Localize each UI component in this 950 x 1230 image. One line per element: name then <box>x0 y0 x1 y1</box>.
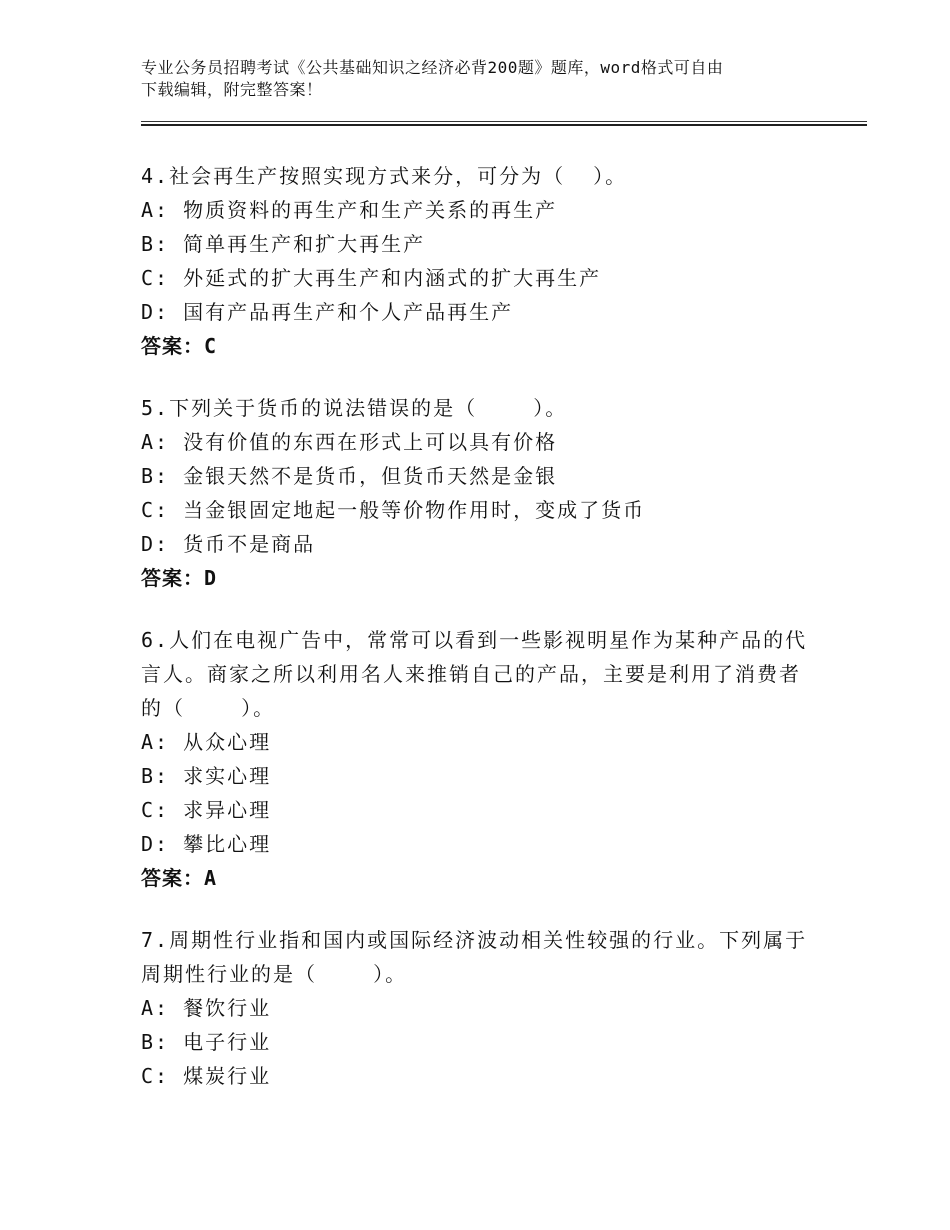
option-c: C: 外延式的扩大再生产和内涵式的扩大再生产 <box>141 266 602 290</box>
answer-label: 答案：D <box>141 566 218 590</box>
option-c: C: 煤炭行业 <box>141 1064 272 1088</box>
option-b: B: 简单再生产和扩大再生产 <box>141 232 426 256</box>
option-d: D: 货币不是商品 <box>141 532 316 556</box>
question-stem-continued: 的（ ）。 <box>141 696 276 720</box>
answer-label: 答案：A <box>141 866 218 890</box>
document-header <box>141 57 821 101</box>
question-stem-continued: 周期性行业的是（ ）。 <box>141 962 408 986</box>
question-4 <box>141 159 821 363</box>
header-divider-thin <box>141 121 867 122</box>
question-stem: 5.下列关于货币的说法错误的是（ ）。 <box>141 396 568 420</box>
option-a: A: 从众心理 <box>141 730 272 754</box>
option-d: D: 国有产品再生产和个人产品再生产 <box>141 300 514 324</box>
question-7 <box>141 923 821 1093</box>
option-c: C: 求异心理 <box>141 798 272 822</box>
option-b: B: 求实心理 <box>141 764 272 788</box>
header-line-1: 专业公务员招聘考试《公共基础知识之经济必背200题》题库，word格式可自由 <box>141 58 724 77</box>
header-line-2: 下载编辑，附完整答案！ <box>141 80 323 99</box>
header-divider-thick <box>141 124 867 126</box>
option-b: B: 金银天然不是货币，但货币天然是金银 <box>141 464 558 488</box>
option-b: B: 电子行业 <box>141 1030 272 1054</box>
question-stem: 7.周期性行业指和国内或国际经济波动相关性较强的行业。下列属于 <box>141 928 808 952</box>
option-a: A: 物质资料的再生产和生产关系的再生产 <box>141 198 558 222</box>
answer-label: 答案：C <box>141 334 218 358</box>
question-stem: 6.人们在电视广告中，常常可以看到一些影视明星作为某种产品的代 <box>141 628 808 652</box>
question-stem-continued: 言人。商家之所以利用名人来推销自己的产品，主要是利用了消费者 <box>141 662 801 686</box>
option-d: D: 攀比心理 <box>141 832 272 856</box>
question-6 <box>141 623 821 895</box>
option-c: C: 当金银固定地起一般等价物作用时，变成了货币 <box>141 498 646 522</box>
question-5 <box>141 391 821 595</box>
question-list <box>141 159 821 1121</box>
question-stem: 4.社会再生产按照实现方式来分，可分为（ ）。 <box>141 164 628 188</box>
option-a: A: 没有价值的东西在形式上可以具有价格 <box>141 430 558 454</box>
option-a: A: 餐饮行业 <box>141 996 272 1020</box>
